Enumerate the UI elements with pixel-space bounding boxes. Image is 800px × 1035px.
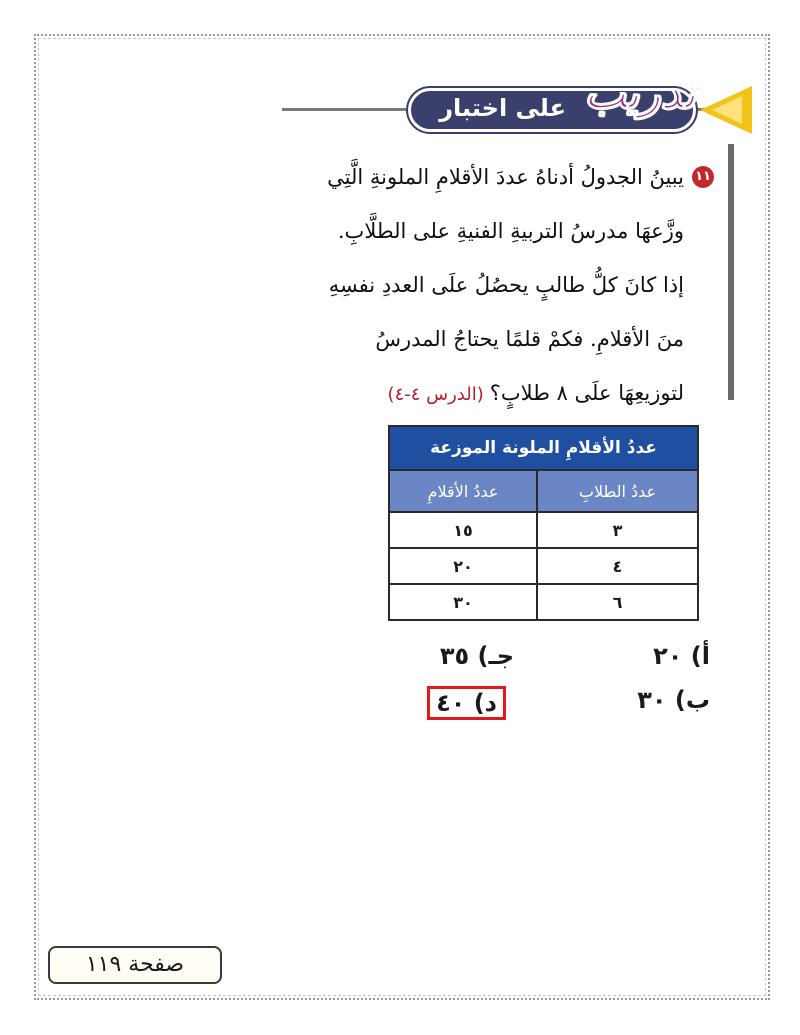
answer-option-b[interactable]: ب) ٣٠	[637, 686, 710, 714]
question-number-badge: ١١	[692, 166, 714, 188]
page-number-label: صفحة ١١٩	[48, 946, 222, 984]
header-subtitle: على اختبار	[439, 94, 566, 122]
table-row	[389, 584, 698, 620]
question-line-last	[270, 366, 684, 422]
question-side-bar	[728, 144, 734, 400]
table-cell: ٣	[537, 512, 698, 548]
table-cell: ٣٠	[389, 584, 537, 620]
question-line: إذا كانَ كلُّ طالبٍ يحصُلُ علَى العددِ نفسِهِ	[328, 273, 684, 297]
table-cell: ٢٠	[389, 548, 537, 584]
table-cell: ٦	[537, 584, 698, 620]
answer-options	[380, 636, 710, 726]
table-header-students: عددُ الطلابِ	[537, 470, 698, 512]
answer-option-c[interactable]: جـ) ٣٥	[439, 642, 514, 670]
question-line: منَ الأقلامِ. فكمْ قلمًا يحتاجُ المدرسُ	[375, 327, 684, 351]
answer-option-d-selected[interactable]: د) ٤٠	[427, 686, 506, 720]
lesson-reference: (الدرس ٤-٤)	[387, 384, 484, 405]
table-row	[389, 512, 698, 548]
question-line: لتوزيعِهَا علَى ٨ طلابٍ؟	[489, 381, 684, 405]
question-text	[270, 150, 684, 422]
question-line: يبينُ الجدولُ أدناهُ عددَ الأقلامِ الملونةِ الَّتِي	[327, 165, 684, 189]
table-cell: ١٥	[389, 512, 537, 548]
pens-table	[388, 425, 699, 621]
arrow-icon-highlight	[712, 96, 742, 124]
table-header-pens: عددُ الأقلامِ	[389, 470, 537, 512]
table-row	[389, 548, 698, 584]
table-title: عددُ الأقلامِ الملونة الموزعة	[389, 426, 698, 470]
question-line: وزَّعهَا مدرسُ التربيةِ الفنيةِ على الطلَّابِ.	[337, 219, 684, 243]
header-title-word: تدريب	[583, 68, 696, 119]
header-title	[430, 68, 696, 132]
answer-option-a[interactable]: أ) ٢٠	[653, 642, 710, 670]
table-cell: ٤	[537, 548, 698, 584]
